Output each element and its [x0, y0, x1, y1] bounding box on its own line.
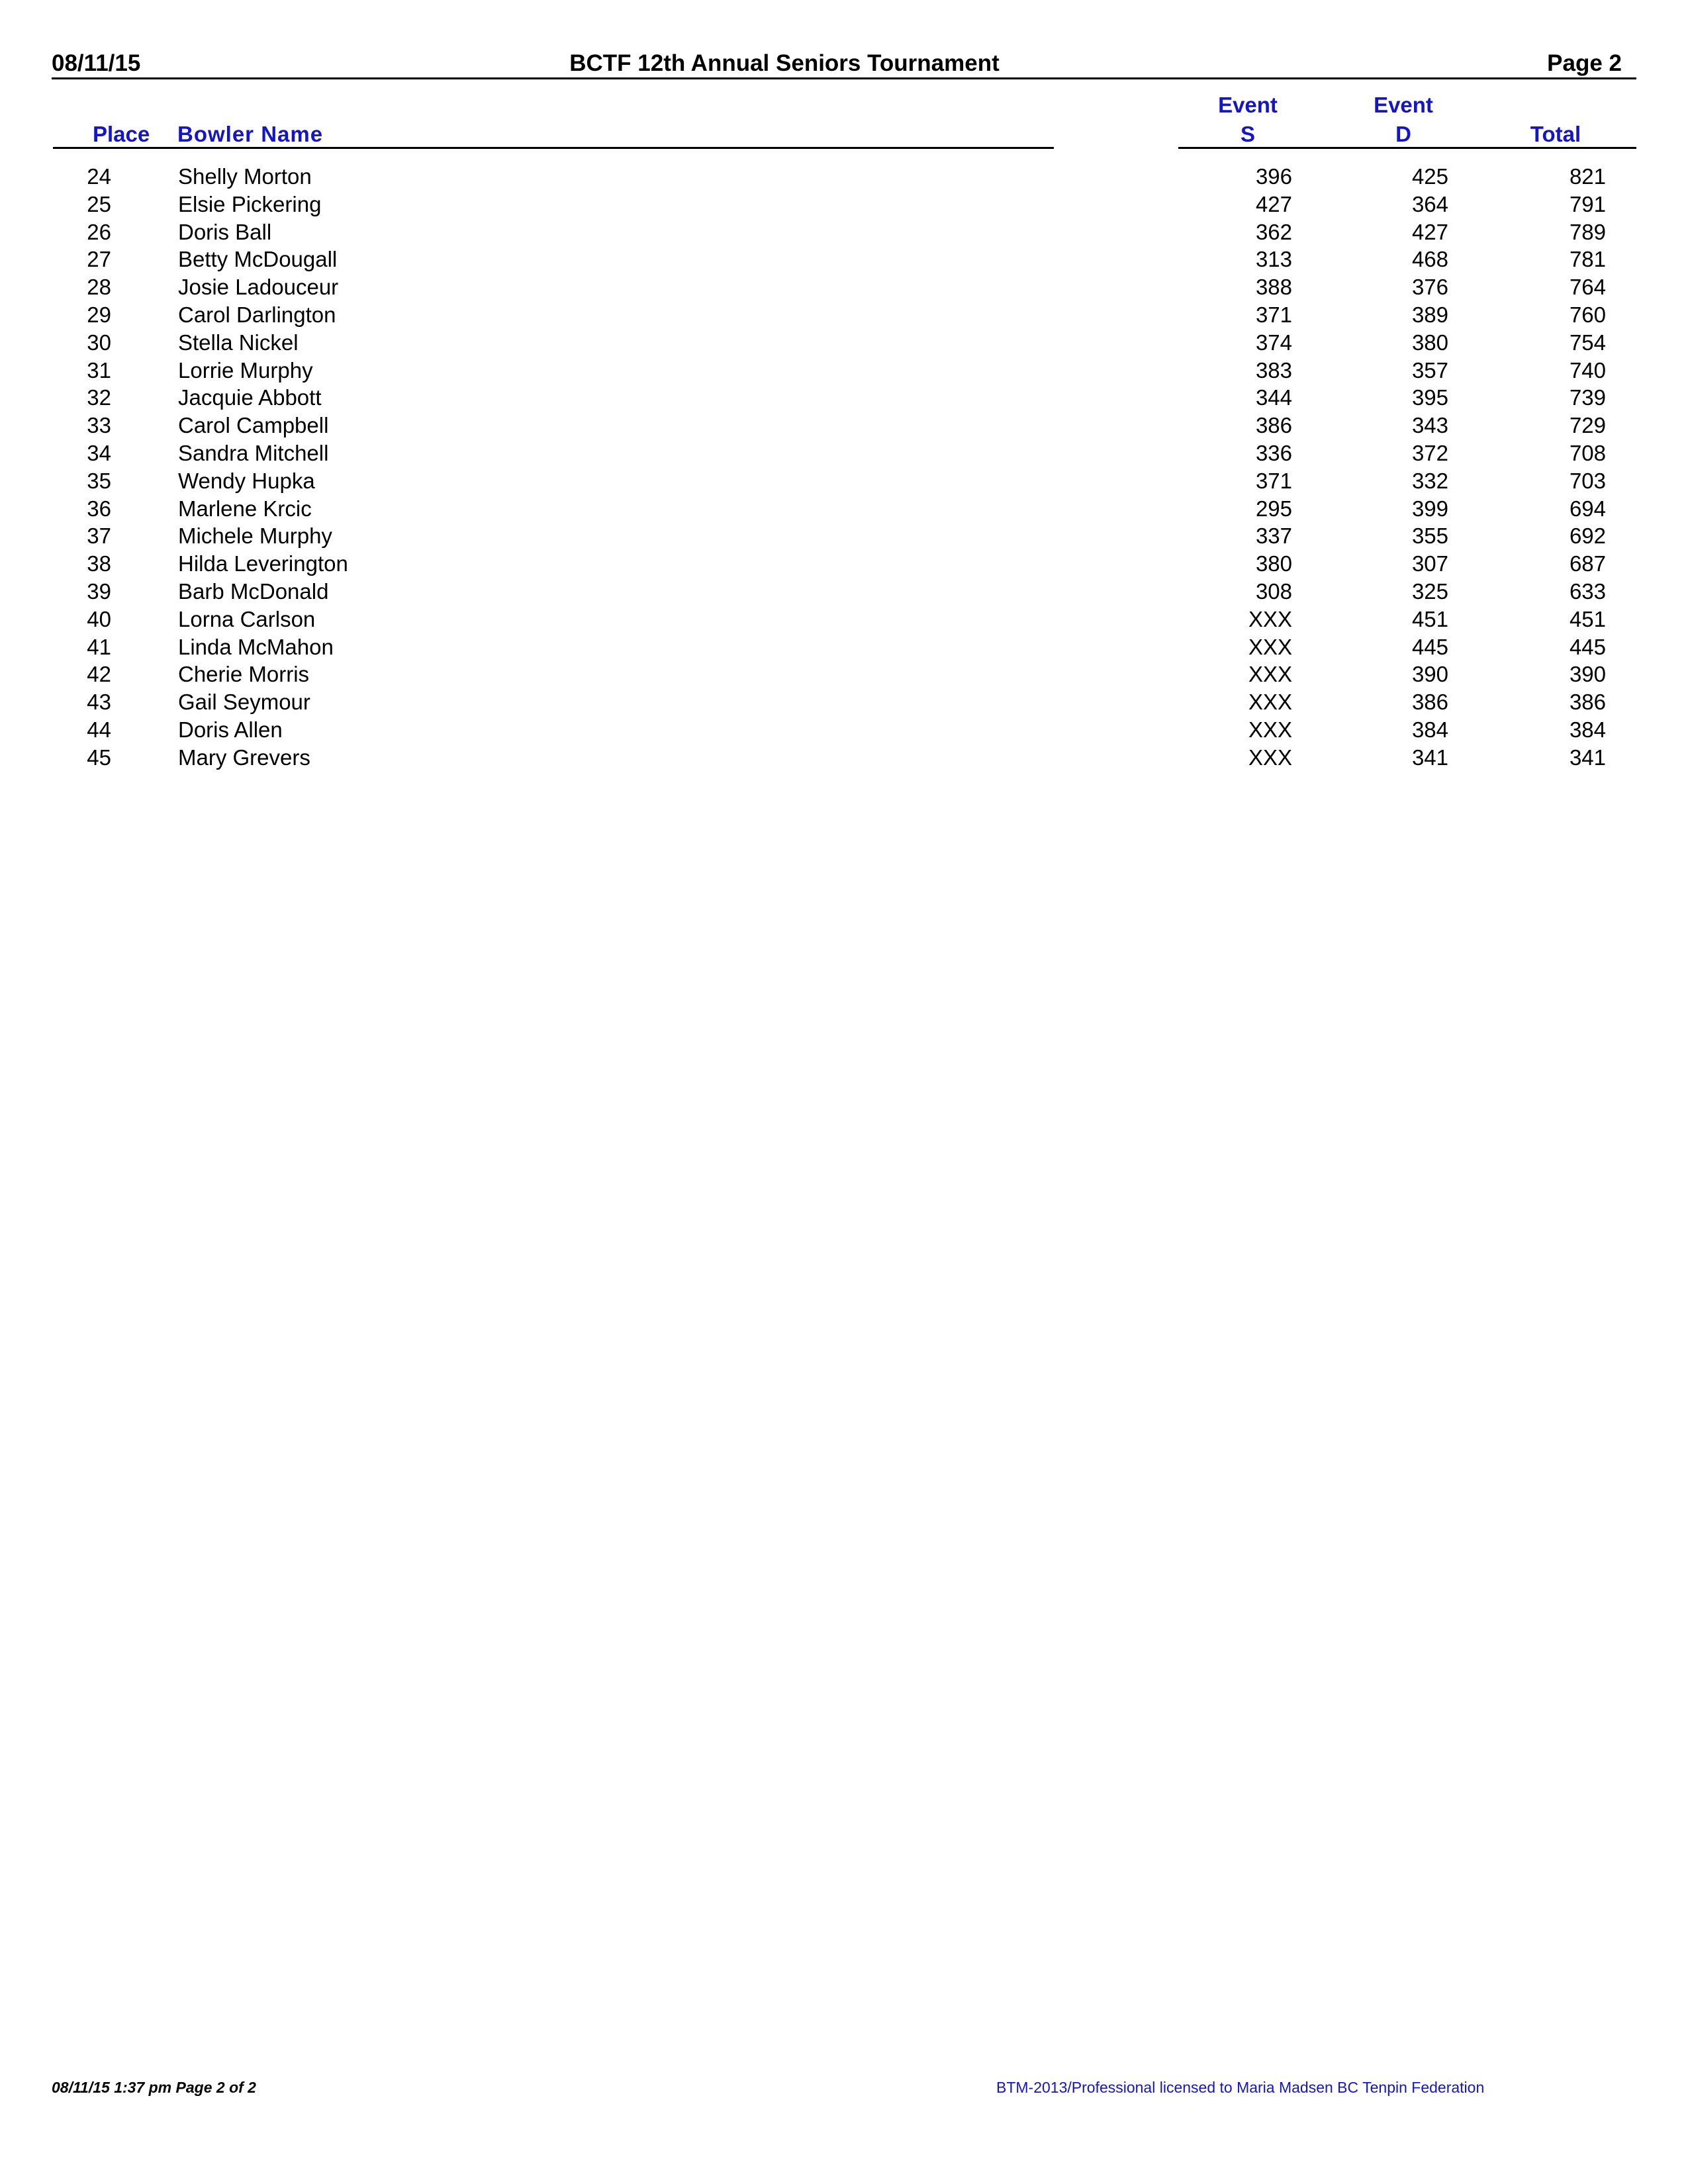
cell-event-d: 389: [1411, 302, 1448, 327]
column-header-place: Place: [93, 122, 150, 146]
cell-event-s: 295: [1255, 496, 1292, 521]
page-number: Page 2: [1547, 50, 1622, 76]
cell-bowler-name: Linda McMahon: [178, 634, 334, 659]
cell-place: 32: [87, 385, 111, 410]
cell-total: 390: [1569, 662, 1606, 687]
cell-bowler-name: Carol Darlington: [178, 302, 336, 327]
cell-event-s: 383: [1255, 357, 1292, 383]
cell-event-s: XXX: [1248, 745, 1292, 770]
cell-total: 789: [1569, 219, 1606, 244]
column-header-total: Total: [1530, 122, 1581, 146]
column-header-event-s-line1: Event: [1218, 93, 1278, 117]
cell-total: 687: [1569, 551, 1606, 576]
cell-event-d: 445: [1411, 634, 1448, 659]
cell-total: 692: [1569, 523, 1606, 549]
cell-total: 384: [1569, 717, 1606, 742]
cell-event-s: XXX: [1248, 634, 1292, 659]
cell-total: 386: [1569, 690, 1606, 715]
table-row: [0, 578, 1688, 606]
footer-print-info: 08/11/15 1:37 pm Page 2 of 2: [52, 2079, 256, 2096]
cell-bowler-name: Stella Nickel: [178, 330, 299, 355]
table-row: [0, 467, 1688, 495]
cell-total: 740: [1569, 357, 1606, 383]
cell-place: 45: [87, 745, 111, 770]
table-row: [0, 246, 1688, 273]
cell-event-s: XXX: [1248, 690, 1292, 715]
cell-bowler-name: Cherie Morris: [178, 662, 310, 687]
cell-place: 33: [87, 413, 111, 438]
cell-total: 754: [1569, 330, 1606, 355]
table-row: [0, 384, 1688, 412]
cell-event-s: XXX: [1248, 606, 1292, 631]
cell-bowler-name: Marlene Krcic: [178, 496, 312, 521]
table-row: [0, 660, 1688, 688]
cell-bowler-name: Doris Allen: [178, 717, 283, 742]
table-row: [0, 522, 1688, 550]
cell-total: 764: [1569, 275, 1606, 300]
cell-bowler-name: Josie Ladouceur: [178, 275, 339, 300]
cell-total: 729: [1569, 413, 1606, 438]
table-row: [0, 412, 1688, 439]
table-row: [0, 329, 1688, 357]
cell-event-s: 388: [1255, 275, 1292, 300]
cell-event-d: 425: [1411, 164, 1448, 189]
cell-place: 24: [87, 164, 111, 189]
table-row: [0, 744, 1688, 772]
cell-event-d: 380: [1411, 330, 1448, 355]
cell-event-d: 427: [1411, 219, 1448, 244]
column-header-divider-right: [1178, 147, 1636, 149]
cell-total: 760: [1569, 302, 1606, 327]
cell-event-s: XXX: [1248, 662, 1292, 687]
cell-place: 43: [87, 690, 111, 715]
cell-event-s: 427: [1255, 191, 1292, 216]
column-header-event-d-line1: Event: [1374, 93, 1433, 117]
table-row: [0, 273, 1688, 301]
cell-event-d: 357: [1411, 357, 1448, 383]
cell-event-d: 376: [1411, 275, 1448, 300]
cell-event-d: 332: [1411, 468, 1448, 493]
table-row: [0, 606, 1688, 633]
column-header-divider-left: [53, 147, 1054, 149]
cell-bowler-name: Mary Grevers: [178, 745, 310, 770]
cell-place: 25: [87, 191, 111, 216]
cell-event-d: 395: [1411, 385, 1448, 410]
cell-event-s: 386: [1255, 413, 1292, 438]
report-date: 08/11/15: [52, 50, 141, 76]
cell-bowler-name: Betty McDougall: [178, 247, 338, 272]
column-header-event-s-line2: S: [1240, 122, 1255, 146]
table-row: [0, 439, 1688, 467]
table-row: [0, 550, 1688, 578]
cell-event-d: 386: [1411, 690, 1448, 715]
cell-total: 451: [1569, 606, 1606, 631]
cell-total: 703: [1569, 468, 1606, 493]
cell-place: 30: [87, 330, 111, 355]
cell-total: 341: [1569, 745, 1606, 770]
cell-bowler-name: Wendy Hupka: [178, 468, 315, 493]
cell-place: 41: [87, 634, 111, 659]
table-row: [0, 357, 1688, 385]
cell-event-s: 344: [1255, 385, 1292, 410]
table-row: [0, 633, 1688, 661]
cell-event-s: 337: [1255, 523, 1292, 549]
cell-bowler-name: Lorrie Murphy: [178, 357, 313, 383]
table-row: [0, 218, 1688, 246]
cell-bowler-name: Jacquie Abbott: [178, 385, 322, 410]
cell-event-d: 341: [1411, 745, 1448, 770]
cell-bowler-name: Hilda Leverington: [178, 551, 348, 576]
cell-place: 34: [87, 440, 111, 465]
cell-event-d: 384: [1411, 717, 1448, 742]
cell-event-s: 396: [1255, 164, 1292, 189]
cell-event-d: 307: [1411, 551, 1448, 576]
cell-total: 739: [1569, 385, 1606, 410]
cell-total: 821: [1569, 164, 1606, 189]
cell-place: 27: [87, 247, 111, 272]
column-header-bowler-name: Bowler Name: [177, 122, 324, 146]
cell-event-d: 468: [1411, 247, 1448, 272]
cell-event-s: 336: [1255, 440, 1292, 465]
table-row: [0, 301, 1688, 329]
cell-total: 781: [1569, 247, 1606, 272]
table-row: [0, 191, 1688, 218]
cell-event-d: 451: [1411, 606, 1448, 631]
cell-event-d: 343: [1411, 413, 1448, 438]
cell-event-s: 308: [1255, 578, 1292, 604]
cell-place: 38: [87, 551, 111, 576]
cell-bowler-name: Gail Seymour: [178, 690, 310, 715]
cell-bowler-name: Sandra Mitchell: [178, 440, 329, 465]
table-row: [0, 495, 1688, 523]
cell-place: 28: [87, 275, 111, 300]
cell-event-s: 371: [1255, 468, 1292, 493]
cell-total: 445: [1569, 634, 1606, 659]
cell-event-s: XXX: [1248, 717, 1292, 742]
table-row: [0, 688, 1688, 716]
table-row: [0, 716, 1688, 744]
cell-event-s: 371: [1255, 302, 1292, 327]
cell-total: 791: [1569, 191, 1606, 216]
cell-total: 633: [1569, 578, 1606, 604]
cell-place: 39: [87, 578, 111, 604]
cell-place: 29: [87, 302, 111, 327]
cell-bowler-name: Doris Ball: [178, 219, 272, 244]
header-divider: [52, 77, 1636, 79]
cell-total: 694: [1569, 496, 1606, 521]
cell-bowler-name: Barb McDonald: [178, 578, 329, 604]
results-table: [0, 163, 1688, 772]
cell-event-s: 374: [1255, 330, 1292, 355]
column-header-event-d-line2: D: [1395, 122, 1411, 146]
table-row: [0, 163, 1688, 191]
cell-event-d: 399: [1411, 496, 1448, 521]
cell-event-d: 364: [1411, 191, 1448, 216]
report-title: BCTF 12th Annual Seniors Tournament: [569, 50, 1000, 76]
cell-place: 44: [87, 717, 111, 742]
cell-place: 31: [87, 357, 111, 383]
cell-bowler-name: Michele Murphy: [178, 523, 332, 549]
cell-event-d: 390: [1411, 662, 1448, 687]
cell-event-d: 325: [1411, 578, 1448, 604]
cell-bowler-name: Elsie Pickering: [178, 191, 322, 216]
cell-bowler-name: Carol Campbell: [178, 413, 329, 438]
cell-place: 35: [87, 468, 111, 493]
cell-event-d: 372: [1411, 440, 1448, 465]
cell-bowler-name: Lorna Carlson: [178, 606, 316, 631]
cell-event-s: 380: [1255, 551, 1292, 576]
cell-place: 37: [87, 523, 111, 549]
cell-total: 708: [1569, 440, 1606, 465]
cell-place: 42: [87, 662, 111, 687]
cell-event-s: 362: [1255, 219, 1292, 244]
cell-place: 26: [87, 219, 111, 244]
cell-bowler-name: Shelly Morton: [178, 164, 312, 189]
cell-place: 40: [87, 606, 111, 631]
footer-license: BTM-2013/Professional licensed to Maria Madsen BC Tenpin Federation: [996, 2079, 1485, 2096]
cell-event-s: 313: [1255, 247, 1292, 272]
cell-event-d: 355: [1411, 523, 1448, 549]
cell-place: 36: [87, 496, 111, 521]
